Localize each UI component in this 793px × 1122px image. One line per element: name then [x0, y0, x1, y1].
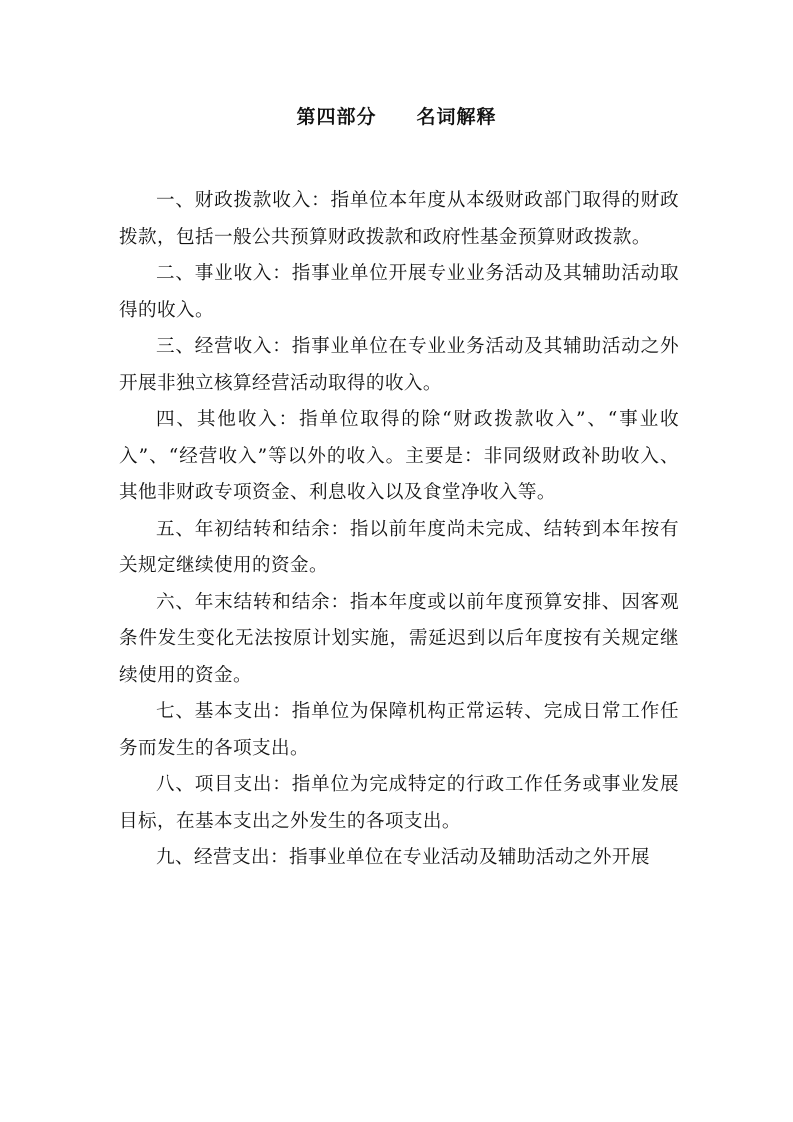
document-body: [119, 183, 679, 877]
paragraph-project-expenditure: 八、项目支出：指单位为完成特定的行政工作任务或事业发展目标，在基本支出之外发生的各项支出。: [119, 774, 679, 832]
paragraph-ending-carryover: 六、年末结转和结余：指本年度或以前年度预算安排、因客观条件发生变化无法按原计划实施，需延迟到以后年度按有关规定继续使用的资金。: [119, 591, 679, 686]
paragraph-basic-expenditure: 七、基本支出：指单位为保障机构正常运转、完成日常工作任务而发生的各项支出。: [119, 701, 679, 759]
paragraph-business-income: 二、事业收入：指事业单位开展专业业务活动及其辅助活动取得的收入。: [119, 263, 679, 321]
paragraph-beginning-carryover: 五、年初结转和结余：指以前年度尚未完成、结转到本年按有关规定继续使用的资金。: [119, 518, 679, 576]
paragraph-operating-income: 三、经营收入：指事业单位在专业业务活动及其辅助活动之外开展非独立核算经营活动取得的收入。: [119, 336, 679, 394]
page-title: 第四部分 名词解释: [296, 106, 497, 128]
paragraph-operating-expenditure: 九、经营支出：指事业单位在专业活动及辅助活动之外开展: [156, 847, 650, 868]
paragraph-fiscal-appropriation-income: 一、财政拨款收入：指单位本年度从本级财政部门取得的财政拨款，包括一般公共预算财政拨款和政府性基金预算财政拨款。: [119, 190, 679, 248]
paragraph-other-income: 四、其他收入：指单位取得的除“财政拨款收入”、“事业收入”、“经营收入”等以外的收入。主要是：非同级财政补助收入、其他非财政专项资金、利息收入以及食堂净收入等。: [119, 409, 679, 503]
